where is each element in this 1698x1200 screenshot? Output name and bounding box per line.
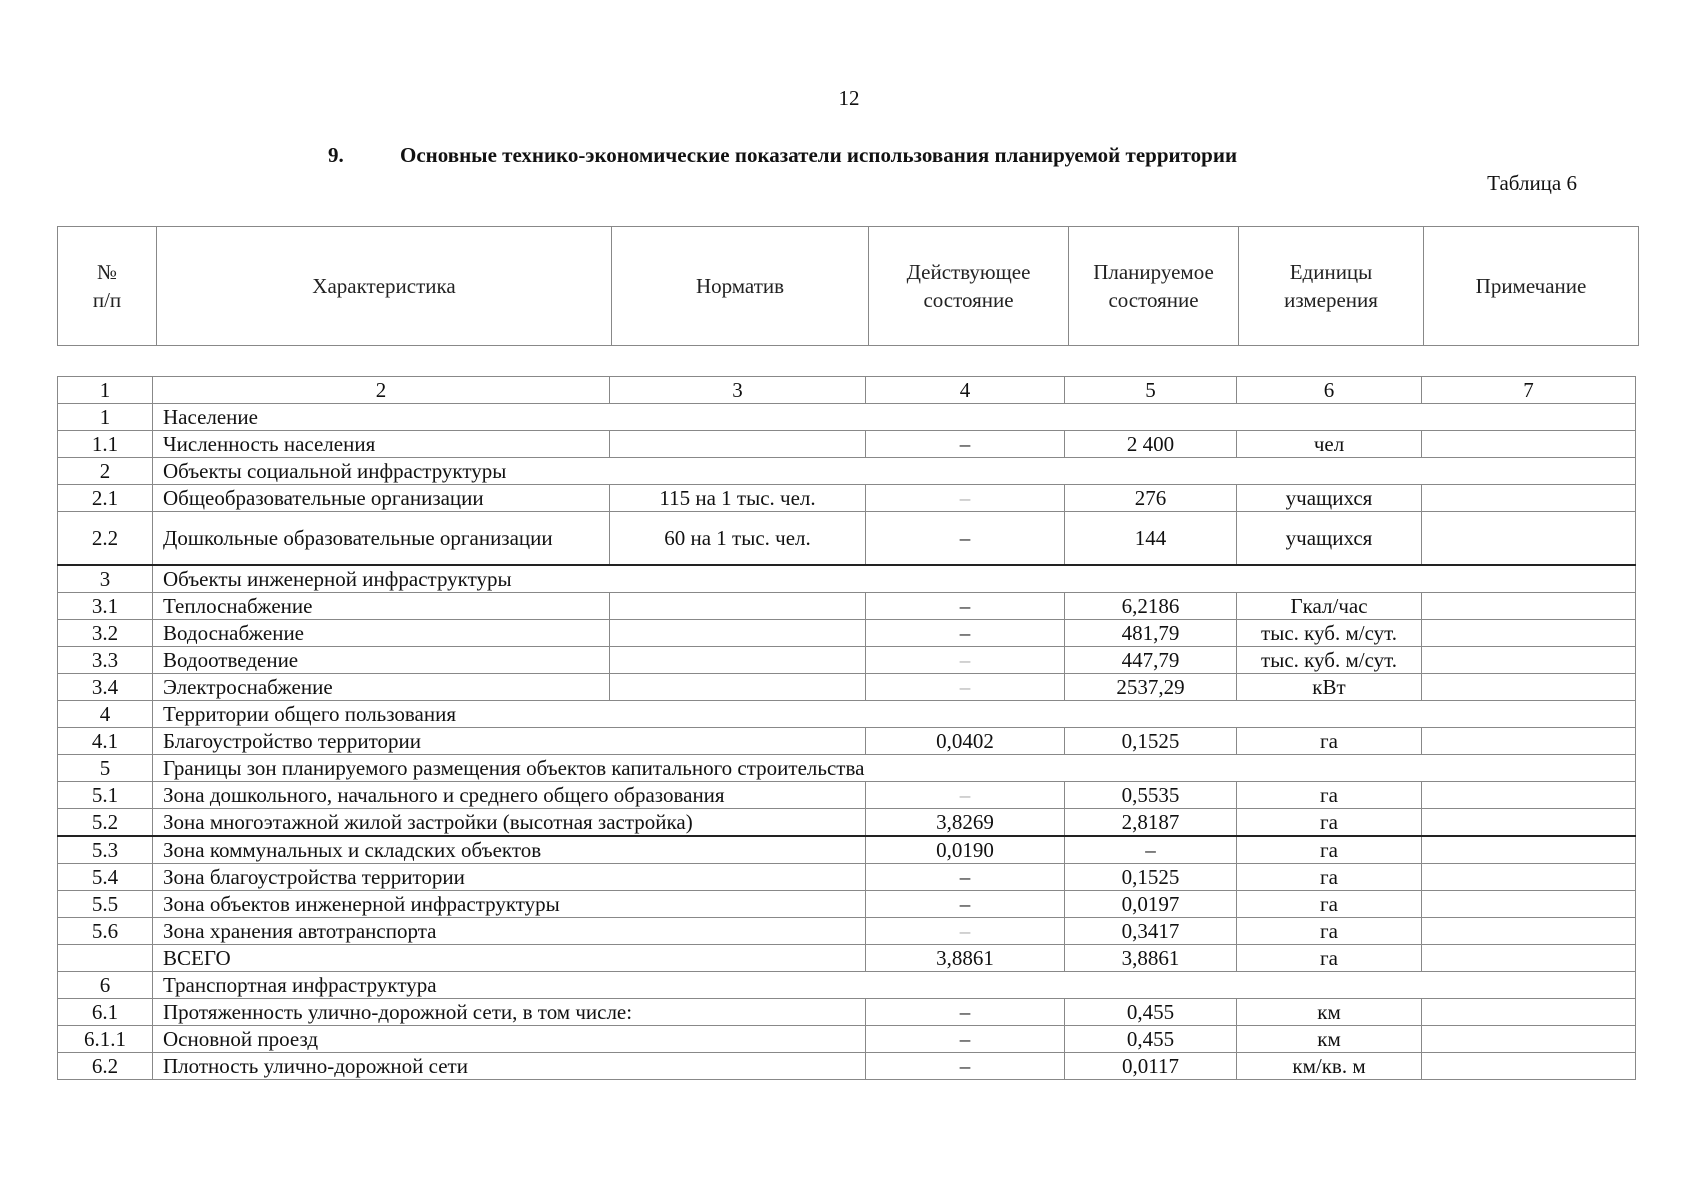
unit: учащихся	[1237, 485, 1422, 512]
note	[1422, 674, 1636, 701]
row-number: 3.4	[58, 674, 153, 701]
note	[1422, 782, 1636, 809]
section-title-text: Основные технико-экономические показатели использования планируемой территории	[400, 143, 1238, 167]
current-state: –	[866, 620, 1065, 647]
current-state: –	[866, 1026, 1065, 1053]
header-planned-state: Планируемое состояние	[1069, 227, 1239, 346]
current-state: 0,0190	[866, 836, 1065, 864]
planned-state: 0,455	[1065, 999, 1237, 1026]
section-title	[328, 143, 1237, 168]
unit: га	[1237, 918, 1422, 945]
table-row	[58, 674, 1636, 701]
norm	[610, 620, 866, 647]
section-row	[58, 701, 1636, 728]
current-state: –	[866, 918, 1065, 945]
table-row	[58, 864, 1636, 891]
planned-state: 3,8861	[1065, 945, 1237, 972]
table-row	[58, 836, 1636, 864]
planned-state: 0,1525	[1065, 728, 1237, 755]
norm: 115 на 1 тыс. чел.	[610, 485, 866, 512]
note	[1422, 647, 1636, 674]
planned-state: 276	[1065, 485, 1237, 512]
norm	[610, 674, 866, 701]
column-number: 7	[1422, 377, 1636, 404]
unit: га	[1237, 864, 1422, 891]
planned-state: 0,3417	[1065, 918, 1237, 945]
table-row	[58, 1026, 1636, 1053]
table-row	[58, 1053, 1636, 1080]
table-row	[58, 593, 1636, 620]
characteristic: Зона многоэтажной жилой застройки (высотная застройка)	[153, 809, 866, 837]
column-number: 2	[153, 377, 610, 404]
unit: га	[1237, 728, 1422, 755]
row-number: 3.3	[58, 647, 153, 674]
current-state: 0,0402	[866, 728, 1065, 755]
row-number: 4	[58, 701, 153, 728]
section-row	[58, 458, 1636, 485]
unit: га	[1237, 891, 1422, 918]
planned-state: 6,2186	[1065, 593, 1237, 620]
characteristic: Водоснабжение	[153, 620, 610, 647]
column-number: 3	[610, 377, 866, 404]
note	[1422, 918, 1636, 945]
row-number: 3.2	[58, 620, 153, 647]
table-row	[58, 891, 1636, 918]
column-number: 5	[1065, 377, 1237, 404]
note	[1422, 1053, 1636, 1080]
unit: га	[1237, 836, 1422, 864]
planned-state: 2 400	[1065, 431, 1237, 458]
section-row	[58, 972, 1636, 999]
planned-state: 144	[1065, 512, 1237, 566]
note	[1422, 1026, 1636, 1053]
note	[1422, 728, 1636, 755]
characteristic: ВСЕГО	[153, 945, 866, 972]
characteristic: Основной проезд	[153, 1026, 866, 1053]
current-state: –	[866, 674, 1065, 701]
page-number: 12	[838, 86, 860, 110]
header-norm: Норматив	[612, 227, 869, 346]
row-number: 5.2	[58, 809, 153, 837]
section-label: Транспортная инфраструктура	[153, 972, 1636, 999]
row-number: 2.2	[58, 512, 153, 566]
unit: кВт	[1237, 674, 1422, 701]
norm	[610, 647, 866, 674]
section-row	[58, 565, 1636, 593]
current-state: –	[866, 512, 1065, 566]
current-state: –	[866, 782, 1065, 809]
row-number: 5.5	[58, 891, 153, 918]
current-state: –	[866, 431, 1065, 458]
header-current-state: Действующее состояние	[869, 227, 1069, 346]
row-number	[58, 945, 153, 972]
characteristic: Дошкольные образовательные организации	[153, 512, 610, 566]
table-row	[58, 945, 1636, 972]
table-row	[58, 647, 1636, 674]
planned-state: 0,455	[1065, 1026, 1237, 1053]
unit: км	[1237, 999, 1422, 1026]
planned-state: 0,1525	[1065, 864, 1237, 891]
table-row	[58, 431, 1636, 458]
note	[1422, 891, 1636, 918]
row-number: 6.2	[58, 1053, 153, 1080]
section-label: Территории общего пользования	[153, 701, 1636, 728]
current-state: –	[866, 647, 1065, 674]
characteristic: Благоустройство территории	[153, 728, 866, 755]
row-number: 1	[58, 404, 153, 431]
norm: 60 на 1 тыс. чел.	[610, 512, 866, 566]
row-number: 6.1	[58, 999, 153, 1026]
current-state: –	[866, 593, 1065, 620]
planned-state: 481,79	[1065, 620, 1237, 647]
characteristic: Численность населения	[153, 431, 610, 458]
characteristic: Электроснабжение	[153, 674, 610, 701]
characteristic: Общеобразовательные организации	[153, 485, 610, 512]
characteristic: Протяженность улично-дорожной сети, в том числе:	[153, 999, 866, 1026]
table-row	[58, 782, 1636, 809]
table-header	[57, 226, 1639, 346]
note	[1422, 864, 1636, 891]
planned-state: 2537,29	[1065, 674, 1237, 701]
table-row	[58, 999, 1636, 1026]
characteristic: Зона благоустройства территории	[153, 864, 866, 891]
note	[1422, 593, 1636, 620]
section-label: Границы зон планируемого размещения объектов капитального строительства	[153, 755, 1636, 782]
row-number: 6	[58, 972, 153, 999]
characteristic: Зона хранения автотранспорта	[153, 918, 866, 945]
column-numbers-row	[58, 377, 1636, 404]
note	[1422, 485, 1636, 512]
unit: км	[1237, 1026, 1422, 1053]
table-row	[58, 809, 1636, 837]
planned-state: 0,0197	[1065, 891, 1237, 918]
row-number: 3.1	[58, 593, 153, 620]
row-number: 1.1	[58, 431, 153, 458]
table-row	[58, 728, 1636, 755]
header-number: № п/п	[58, 227, 157, 346]
section-label: Население	[153, 404, 1636, 431]
note	[1422, 999, 1636, 1026]
row-number: 5.3	[58, 836, 153, 864]
planned-state: 0,0117	[1065, 1053, 1237, 1080]
column-number: 1	[58, 377, 153, 404]
section-label: Объекты инженерной инфраструктуры	[153, 565, 1636, 593]
row-number: 3	[58, 565, 153, 593]
unit: чел	[1237, 431, 1422, 458]
current-state: –	[866, 1053, 1065, 1080]
current-state: –	[866, 864, 1065, 891]
note	[1422, 836, 1636, 864]
row-number: 5.4	[58, 864, 153, 891]
characteristic: Водоотведение	[153, 647, 610, 674]
current-state: –	[866, 999, 1065, 1026]
unit: тыс. куб. м/сут.	[1237, 647, 1422, 674]
planned-state: 0,5535	[1065, 782, 1237, 809]
table-row	[58, 512, 1636, 566]
table-row	[58, 918, 1636, 945]
unit: км/кв. м	[1237, 1053, 1422, 1080]
table-label: Таблица 6	[1487, 171, 1577, 195]
section-row	[58, 755, 1636, 782]
unit: Гкал/час	[1237, 593, 1422, 620]
characteristic: Зона объектов инженерной инфраструктуры	[153, 891, 866, 918]
current-state: 3,8269	[866, 809, 1065, 837]
row-number: 4.1	[58, 728, 153, 755]
section-number: 9.	[328, 143, 344, 167]
row-number: 2	[58, 458, 153, 485]
column-number: 6	[1237, 377, 1422, 404]
note	[1422, 620, 1636, 647]
unit: тыс. куб. м/сут.	[1237, 620, 1422, 647]
planned-state: 2,8187	[1065, 809, 1237, 837]
characteristic: Зона дошкольного, начального и среднего общего образования	[153, 782, 866, 809]
current-state: –	[866, 891, 1065, 918]
column-number: 4	[866, 377, 1065, 404]
unit: учащихся	[1237, 512, 1422, 566]
row-number: 6.1.1	[58, 1026, 153, 1053]
header-characteristic: Характеристика	[157, 227, 612, 346]
unit: га	[1237, 945, 1422, 972]
note	[1422, 431, 1636, 458]
current-state: –	[866, 485, 1065, 512]
note	[1422, 809, 1636, 837]
row-number: 5.1	[58, 782, 153, 809]
section-label: Объекты социальной инфраструктуры	[153, 458, 1636, 485]
norm	[610, 593, 866, 620]
characteristic: Теплоснабжение	[153, 593, 610, 620]
unit: га	[1237, 809, 1422, 837]
characteristic: Зона коммунальных и складских объектов	[153, 836, 866, 864]
row-number: 5.6	[58, 918, 153, 945]
table-row	[58, 485, 1636, 512]
note	[1422, 512, 1636, 566]
header-units: Единицы измерения	[1239, 227, 1424, 346]
row-number: 5	[58, 755, 153, 782]
planned-state: 447,79	[1065, 647, 1237, 674]
header-note: Примечание	[1424, 227, 1639, 346]
planned-state: –	[1065, 836, 1237, 864]
note	[1422, 945, 1636, 972]
unit: га	[1237, 782, 1422, 809]
row-number: 2.1	[58, 485, 153, 512]
section-row	[58, 404, 1636, 431]
table-row	[58, 620, 1636, 647]
current-state: 3,8861	[866, 945, 1065, 972]
norm	[610, 431, 866, 458]
indicators-table	[57, 376, 1636, 1080]
characteristic: Плотность улично-дорожной сети	[153, 1053, 866, 1080]
